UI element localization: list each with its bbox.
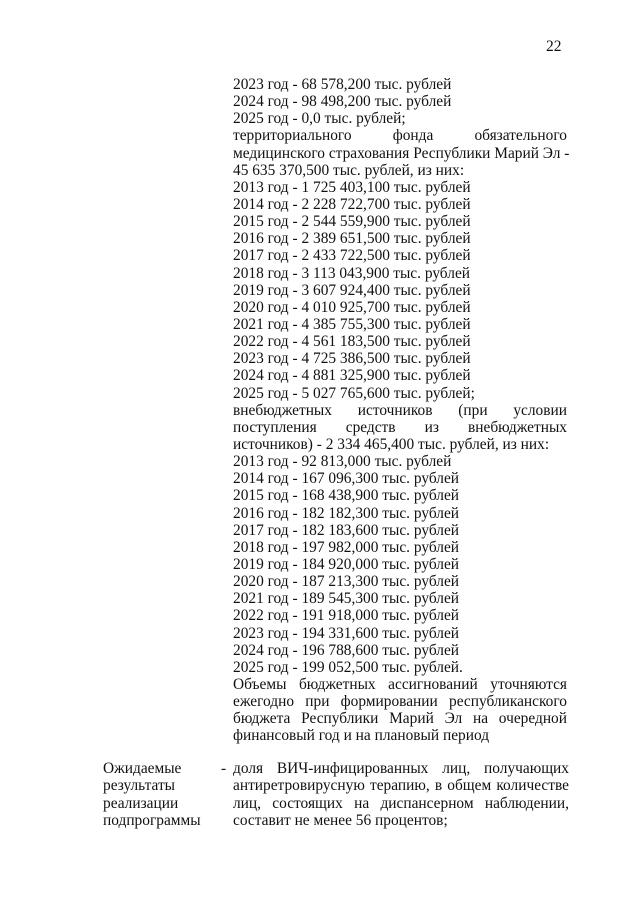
tfoms-years — [233, 179, 567, 402]
year-line: 2018 год - 3 113 043,900 тыс. рублей — [233, 264, 471, 282]
year-line: 2018 год - 197 982,000 тыс. рублей — [233, 538, 460, 556]
tfoms-heading — [233, 127, 570, 179]
year-line: 2017 год - 182 183,600 тыс. рублей — [233, 521, 460, 539]
funding-column — [233, 76, 570, 745]
year-line: 2023 год - 68 578,200 тыс. рублей — [233, 76, 452, 93]
result-line: составит не менее 56 процентов; — [233, 811, 448, 829]
result-line: антиретровирусную терапию, в общем количестве — [233, 777, 569, 795]
year-line: 2021 год - 189 545,300 тыс. рублей — [233, 590, 460, 608]
year-line: 2025 год - 0,0 тыс. рублей; — [233, 110, 406, 128]
year-line: 2024 год - 98 498,200 тыс. рублей — [233, 93, 452, 111]
heading-line: внебюджетных источников (при условии — [233, 401, 567, 419]
year-line: 2024 год - 196 788,600 тыс. рублей — [233, 641, 460, 659]
year-line: 2023 год - 194 331,600 тыс. рублей — [233, 624, 460, 642]
year-line: 2015 год - 168 438,900 тыс. рублей — [233, 487, 460, 505]
year-line: 2025 год - 199 052,500 тыс. рублей. — [233, 658, 463, 676]
result-line: доля ВИЧ-инфицированных лиц, получающих — [233, 760, 569, 777]
expected-results-label: Ожидаемые результаты реализации подпрограммы — [103, 760, 201, 829]
year-line: 2014 год - 167 096,300 тыс. рублей — [233, 470, 460, 488]
year-line: 2013 год - 1 725 403,100 тыс. рублей — [233, 178, 471, 196]
heading-line: 45 635 370,500 тыс. рублей, из них: — [233, 161, 465, 179]
note-line: бюджета Республики Марий Эл на очередной — [233, 710, 567, 728]
result-line: лиц, состоящих на диспансерном наблюдении, — [233, 794, 569, 812]
year-line: 2019 год - 3 607 924,400 тыс. рублей — [233, 281, 471, 299]
year-line: 2015 год - 2 544 559,900 тыс. рублей — [233, 213, 471, 231]
extrabudgetary-heading — [233, 402, 567, 453]
year-line: 2016 год - 182 182,300 тыс. рублей — [233, 504, 460, 522]
year-line: 2013 год - 92 813,000 тыс. рублей — [233, 453, 452, 471]
heading-line: медицинского страхования Республики Марий Эл - — [233, 144, 570, 162]
label-dash: - — [221, 760, 227, 777]
note-line: ежегодно при формировании республиканского — [233, 693, 567, 711]
year-line: 2025 год - 5 027 765,600 тыс. рублей; — [233, 384, 475, 402]
year-line: 2020 год - 187 213,300 тыс. рублей — [233, 573, 460, 591]
year-line: 2017 год - 2 433 722,500 тыс. рублей — [233, 247, 471, 265]
republican-budget-tail — [233, 76, 567, 127]
page-number: 22 — [546, 38, 562, 55]
expected-results-text — [233, 760, 569, 829]
year-line: 2020 год - 4 010 925,700 тыс. рублей — [233, 298, 471, 316]
year-line: 2022 год - 191 918,000 тыс. рублей — [233, 607, 460, 625]
year-line: 2022 год - 4 561 183,500 тыс. рублей — [233, 333, 471, 351]
year-line: 2024 год - 4 881 325,900 тыс. рублей — [233, 367, 471, 385]
heading-line: поступления средств из внебюджетных — [233, 418, 567, 436]
year-line: 2016 год - 2 389 651,500 тыс. рублей — [233, 230, 471, 248]
extrabudgetary-years — [233, 453, 567, 676]
year-line: 2023 год - 4 725 386,500 тыс. рублей — [233, 350, 471, 368]
year-line: 2019 год - 184 920,000 тыс. рублей — [233, 555, 460, 573]
note-line: Объемы бюджетных ассигнований уточняются — [233, 675, 567, 693]
heading-line: источников) - 2 334 465,400 тыс. рублей, из них: — [233, 435, 550, 453]
year-line: 2014 год - 2 228 722,700 тыс. рублей — [233, 195, 471, 213]
allocation-note — [233, 676, 567, 745]
heading-line: территориального фонда обязательного — [233, 127, 567, 145]
note-line: финансовый год и на плановый период — [233, 727, 490, 745]
year-line: 2021 год - 4 385 755,300 тыс. рублей — [233, 315, 471, 333]
